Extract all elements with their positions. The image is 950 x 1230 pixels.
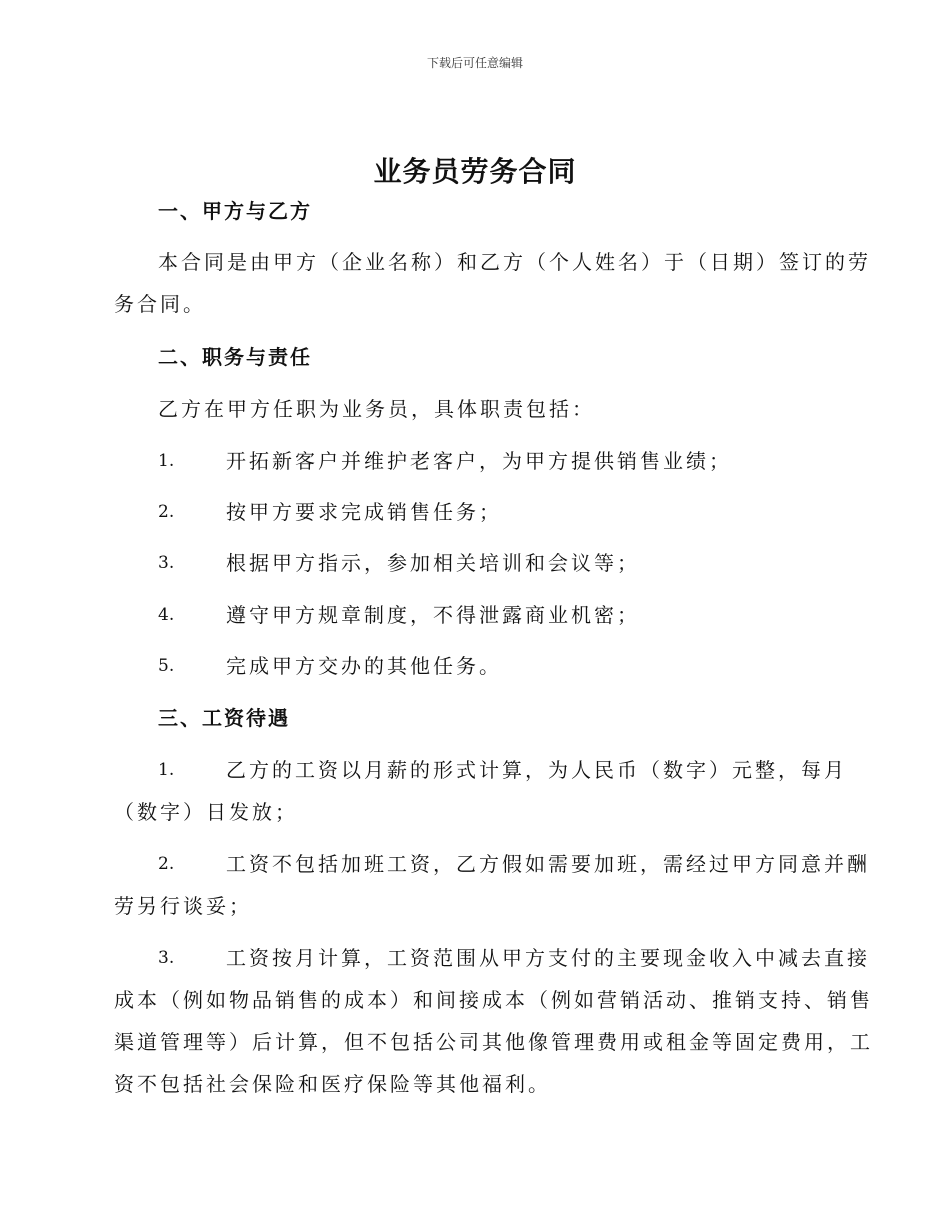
- list-item-text-continued: 劳另行谈妥；: [114, 894, 252, 918]
- list-item-number: 2.: [158, 502, 175, 522]
- list-item-text-continued: 资不包括社会保险和医疗保险等其他福利。: [114, 1072, 551, 1096]
- list-item-number: 2.: [158, 854, 175, 874]
- list-item-text: 开拓新客户并维护老客户，为甲方提供销售业绩；: [226, 449, 732, 473]
- list-item-number: 3.: [158, 553, 175, 573]
- list-item-text: 完成甲方交办的其他任务。: [226, 654, 502, 678]
- section-1-paragraph-line: 务合同。: [114, 292, 206, 316]
- section-2-intro: 乙方在甲方任职为业务员，具体职责包括：: [158, 397, 595, 421]
- list-item-text-continued: 成本（例如物品销售的成本）和间接成本（例如营销活动、推销支持、销售: [114, 988, 873, 1012]
- section-heading-2: 二、职务与责任: [158, 345, 312, 369]
- list-item-text-continued: 渠道管理等）后计算，但不包括公司其他像管理费用或租金等固定费用，工: [114, 1030, 873, 1054]
- list-item-text: 按甲方要求完成销售任务；: [226, 500, 502, 524]
- list-item-text: 乙方的工资以月薪的形式计算，为人民币（数字）元整，每月: [226, 758, 847, 782]
- list-item-number: 1.: [158, 451, 175, 471]
- list-item-text-continued: （数字）日发放；: [114, 800, 298, 824]
- list-item-text: 工资按月计算，工资范围从甲方支付的主要现金收入中减去直接: [226, 946, 870, 970]
- list-item-text: 根据甲方指示，参加相关培训和会议等；: [226, 551, 640, 575]
- document-title: 业务员劳务合同: [373, 155, 577, 188]
- list-item-text: 工资不包括加班工资，乙方假如需要加班，需经过甲方同意并酬: [226, 852, 870, 876]
- list-item-number: 1.: [158, 760, 175, 780]
- header-note: 下载后可任意编辑: [426, 56, 523, 70]
- section-heading-3: 三、工资待遇: [158, 706, 290, 730]
- list-item-number: 3.: [158, 948, 175, 968]
- list-item-text: 遵守甲方规章制度，不得泄露商业机密；: [226, 603, 640, 627]
- section-1-paragraph-line: 本合同是由甲方（企业名称）和乙方（个人姓名）于（日期）签订的劳: [158, 250, 871, 274]
- section-heading-1: 一、甲方与乙方: [158, 199, 312, 223]
- list-item-number: 4.: [158, 605, 175, 625]
- list-item-number: 5.: [158, 656, 175, 676]
